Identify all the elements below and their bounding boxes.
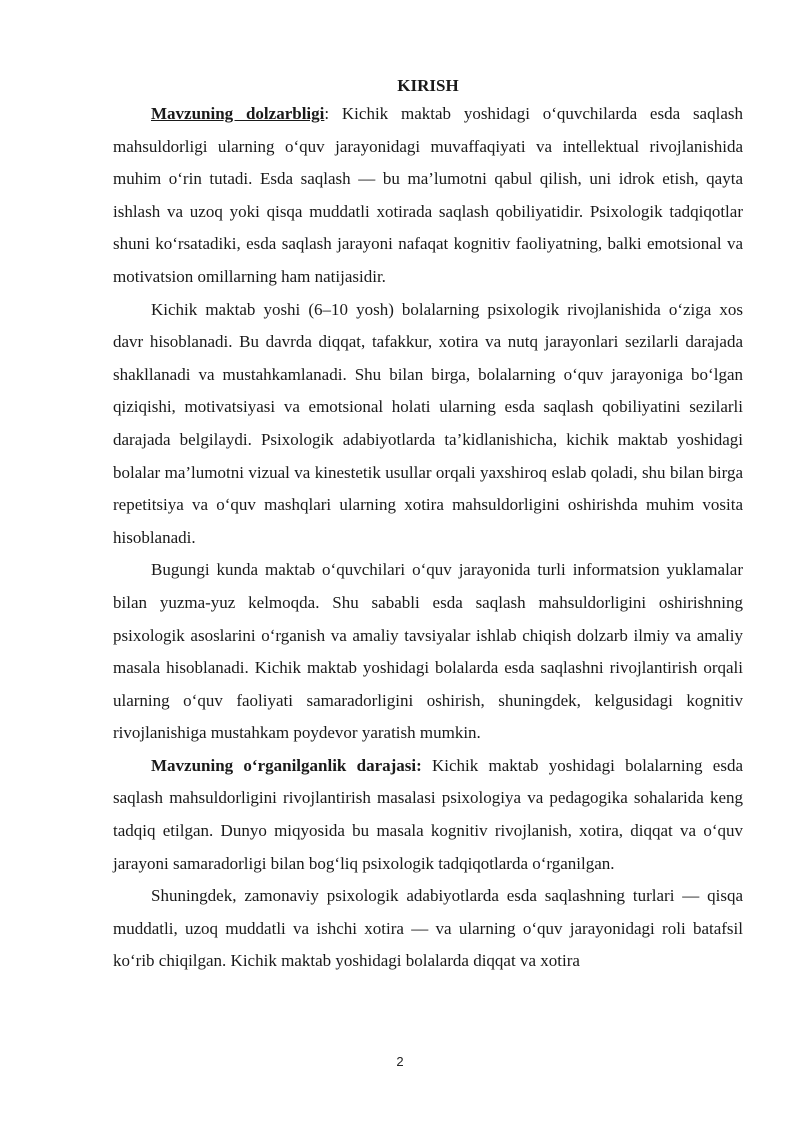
page-number: 2 <box>396 1054 404 1069</box>
paragraph-text: Kichik maktab yoshi (6–10 yosh) bolalarning psixologik rivojlanishida o‘ziga xos davr hisoblanadi. Bu davrda diqqat, tafakkur, xotira va nutq jarayonlari sezilarli darajada shakllanadi va mustahkamlanadi. Shu bilan birga, bolalarning o‘quv jarayoniga bo‘lgan qiziqishi, motivatsiyasi va emotsional holati ularning esda saqlash qobiliyatini sezilarli darajada belgilaydi. Psixologik adabiyotlarda ta’kidlanishicha, kichik maktab yoshidagi bolalar ma’lumotni vizual va kinestetik usullar orqali yaxshiroq eslab qoladi, shu bilan birga repetitsiya va o‘quv mashqlari ularning xotira mahsuldorligini oshirishda muhim vosita hisoblanadi. <box>113 299 743 547</box>
paragraph-memory-types <box>113 880 743 978</box>
paragraph-relevance <box>113 98 743 294</box>
paragraph-study-level <box>113 750 743 880</box>
paragraph-lead-relevance: Mavzuning dolzarbligi <box>151 104 325 123</box>
paragraph-today <box>113 554 743 750</box>
paragraph-text: Bugungi kunda maktab o‘quvchilari o‘quv jarayonida turli informatsion yuklamalar bilan yuzma-yuz kelmoqda. Shu sababli esda saqlash mahsuldorligini oshirishning psixologik asoslarini o‘rganish va amaliy tavsiyalar ishlab chiqish dolzarb ilmiy va amaliy masala hisoblanadi. Kichik maktab yoshidagi bolalarda esda saqlashni rivojlantirish orqali ularning o‘quv faoliyati samaradorligini oshirish, shuningdek, kelgusidagi kognitiv rivojlanishiga mustahkam poydevor yaratish mumkin. <box>113 560 743 743</box>
paragraph-text: : Kichik maktab yoshidagi o‘quvchilarda esda saqlash mahsuldorligi ularning o‘quv jarayonidagi muvaffaqiyati va intellektual rivojlanishida muhim o‘rin tutadi. Esda saqlash — bu ma’lumotni qabul qilish, uni idrok etish, qayta ishlash va uzoq yoki qisqa muddatli xotirada saqlash qobiliyatidir. Psixologik tadqiqotlar shuni ko‘rsatadiki, esda saqlash jarayoni nafaqat kognitiv faoliyatning, balki emotsional va motivatsion omillarning ham natijasidir. <box>113 104 743 286</box>
paragraph-text: Kichik maktab yoshidagi bolalarning esda saqlash mahsuldorligini rivojlantirish masalasi psixologiya va pedagogika sohalarida keng tadqiq etilgan. Dunyo miqyosida bu masala kognitiv rivojlanish, xotira, diqqat va o‘quv jarayoni samaradorligi bilan bog‘liq psixologik tadqiqotlarda o‘rganilgan. <box>113 755 743 873</box>
document-page <box>113 74 743 978</box>
section-heading: KIRISH <box>397 76 459 95</box>
paragraph-lead-study-level: Mavzuning o‘rganilganlik darajasi: <box>151 755 422 775</box>
paragraph-text: Shuningdek, zamonaviy psixologik adabiyotlarda esda saqlashning turlari — qisqa muddatli, uzoq muddatli va ishchi xotira — va ularning o‘quv jarayonidagi roli batafsil ko‘rib chiqilgan. Kichik maktab yoshidagi bolalarda diqqat va xotira <box>113 886 743 971</box>
paragraph-age-period <box>113 294 743 555</box>
